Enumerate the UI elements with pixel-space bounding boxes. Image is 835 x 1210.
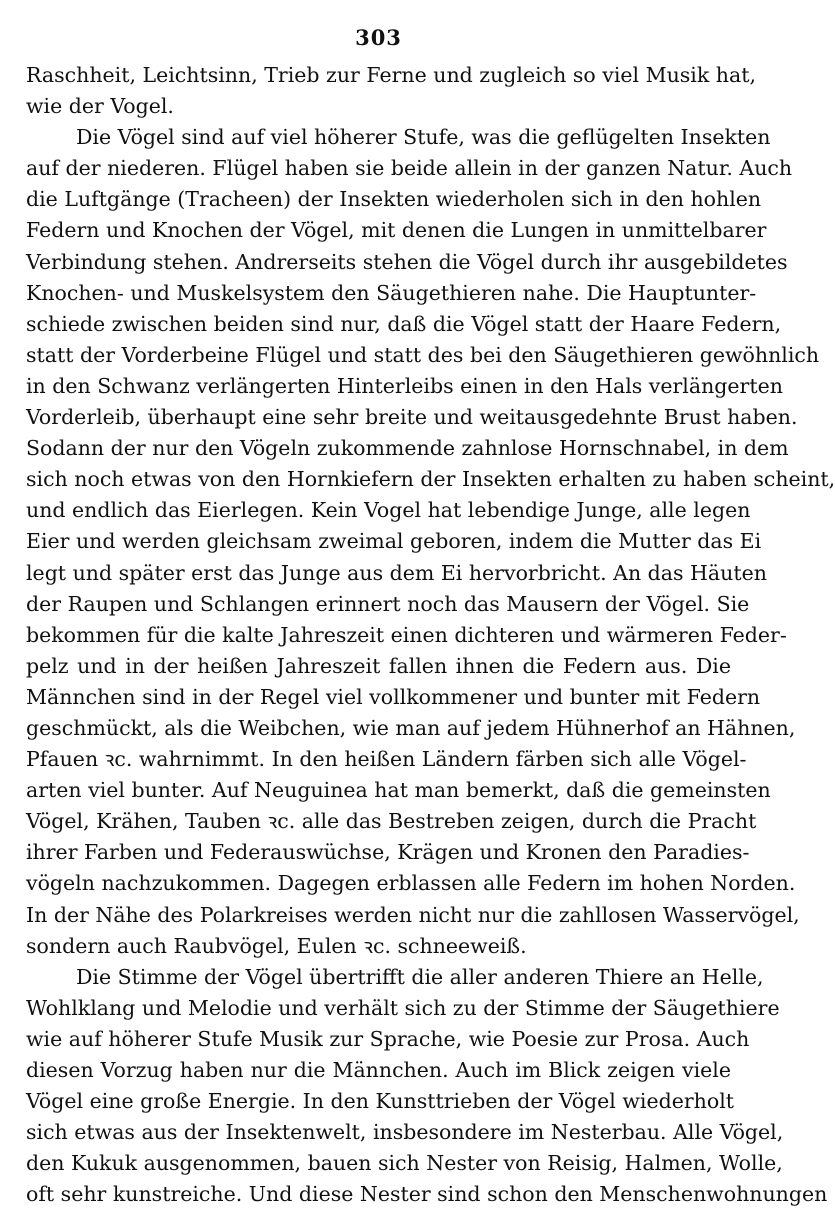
text-line: den Kukuk ausgenommen, bauen sich Nester von Reisig, Halmen, Wolle, (26, 1151, 783, 1176)
paragraph (26, 122, 835, 962)
text-line: Die Vögel sind auf viel höherer Stufe, was die geflügelten Insekten (76, 125, 771, 150)
text-line: Knochen- und Muskelsystem den Säugethieren nahe. Die Hauptunter- (26, 280, 757, 305)
text-line: in den Schwanz verlängerten Hinterleibs einen in den Hals verlängerten (26, 373, 783, 398)
paragraph (26, 60, 756, 122)
text-line: oft sehr kunstreiche. Und diese Nester sind schon den Menschenwohnungen (26, 1182, 828, 1207)
text-line: die Luftgänge (Tracheen) der Insekten wiederholen sich in den hohlen (26, 187, 762, 212)
text-line: Verbindung stehen. Andrerseits stehen die Vögel durch ihr ausgebildetes (26, 249, 788, 274)
text-line: ihrer Farben und Federauswüchse, Krägen und Kronen den Paradies- (26, 840, 750, 865)
text-line: Wohlklang und Melodie und verhält sich zu der Stimme der Säugethiere (26, 995, 780, 1020)
text-line: diesen Vorzug haben nur die Männchen. Auch im Blick zeigen viele (26, 1058, 731, 1082)
text-line: schiede zwischen beiden sind nur, daß die Vögel statt der Haare Federn, (26, 311, 782, 336)
text-line: Vögel eine große Energie. In den Kunsttrieben der Vögel wiederholt (26, 1089, 734, 1114)
text-line: Sodann der nur den Vögeln zukommende zahnlose Hornschnabel, in dem (26, 436, 789, 461)
text-line: Vögel, Krähen, Tauben ꝛc. alle das Bestreben zeigen, durch die Pracht (26, 809, 757, 834)
text-line: Männchen sind in der Regel viel vollkommener und bunter mit Federn (26, 684, 761, 709)
text-line: sondern auch Raubvögel, Eulen ꝛc. schneeweiß. (26, 933, 527, 958)
text-line: Eier und werden gleichsam zweimal geboren, indem die Mutter das Ei (26, 529, 762, 554)
text-line: pelz und in der heißen Jahreszeit fallen ihnen die Federn aus. Die (26, 653, 731, 678)
text-line: statt der Vorderbeine Flügel und statt des bei den Säugethieren gewöhnlich (26, 342, 820, 367)
body-text (26, 60, 835, 1210)
text-line: und endlich das Eierlegen. Kein Vogel hat lebendige Junge, alle legen (26, 498, 751, 523)
text-line: sich noch etwas von den Hornkiefern der Insekten erhalten zu haben scheint, (26, 467, 835, 492)
text-line: geschmückt, als die Weibchen, wie man auf jedem Hühnerhof an Hähnen, (26, 715, 796, 740)
text-line: wie der Vogel. (26, 94, 174, 119)
text-line: auf der niederen. Flügel haben sie beide allein in der ganzen Natur. Auch (26, 156, 793, 181)
text-line: arten viel bunter. Auf Neuguinea hat man bemerkt, daß die gemeinsten (26, 778, 771, 803)
text-line: Die Stimme der Vögel übertrifft die aller anderen Thiere an Helle, (76, 964, 764, 989)
text-line: Vorderleib, überhaupt eine sehr breite und weitausgedehnte Brust haben. (26, 405, 798, 430)
text-line: der Raupen und Schlangen erinnert noch das Mausern der Vögel. Sie (26, 591, 750, 616)
paragraph (26, 962, 828, 1210)
text-line: Federn und Knochen der Vögel, mit denen die Lungen in unmittelbarer (26, 218, 767, 243)
text-line: sich etwas aus der Insektenwelt, insbesondere im Nesterbau. Alle Vögel, (26, 1120, 784, 1145)
text-line: Raschheit, Leichtsinn, Trieb zur Ferne und zugleich so viel Musik hat, (26, 63, 756, 87)
text-line: Pfauen ꝛc. wahrnimmt. In den heißen Ländern färben sich alle Vögel- (26, 747, 747, 772)
text-line: In der Nähe des Polarkreises werden nicht nur die zahllosen Wasservögel, (26, 902, 800, 927)
page-number: 303 (355, 25, 402, 50)
text-line: vögeln nachzukommen. Dagegen erblassen alle Federn im hohen Norden. (26, 871, 796, 896)
text-line: wie auf höherer Stufe Musik zur Sprache, wie Poesie zur Prosa. Auch (26, 1026, 750, 1051)
text-line: bekommen für die kalte Jahreszeit einen dichteren und wärmeren Feder- (26, 622, 787, 647)
text-line: legt und später erst das Junge aus dem Ei hervorbricht. An das Häuten (26, 560, 767, 585)
